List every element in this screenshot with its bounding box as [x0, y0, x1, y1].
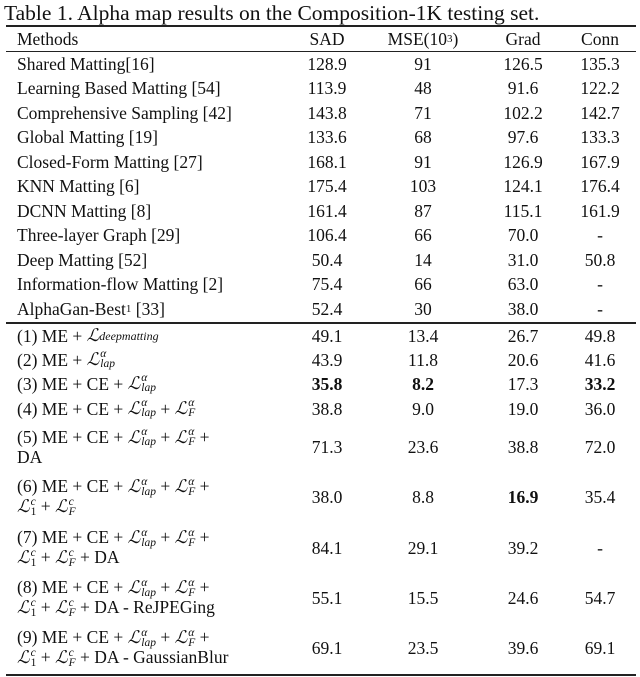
sad-value: 38.8	[311, 398, 343, 419]
method-formula: (1) ME + ℒ deepmatting	[17, 325, 159, 346]
ablation-row	[0, 472, 640, 522]
conn-value: 36.0	[584, 398, 616, 419]
mse-value: 87	[414, 200, 432, 221]
sad-value: 35.8	[311, 373, 343, 394]
conn-value: 122.2	[580, 78, 620, 99]
grad-value: 63.0	[507, 274, 539, 295]
table-row	[0, 101, 640, 126]
conn-value: 176.4	[580, 176, 620, 197]
mse-value: 14	[414, 249, 432, 270]
conn-value: 69.1	[584, 637, 616, 658]
mse-value: 71	[414, 102, 432, 123]
method-formula: (4) ME + CE + ℒ α lap + ℒ α F	[17, 397, 196, 419]
ablation-row	[0, 348, 640, 372]
table-row	[0, 175, 640, 200]
table-row	[0, 199, 640, 224]
grad-value: 20.6	[507, 349, 539, 370]
sad-value: 133.6	[307, 127, 347, 148]
ablation-row	[0, 396, 640, 422]
mse-value: 11.8	[408, 349, 438, 370]
header-methods: Methods	[17, 28, 79, 49]
method-name: Global Matting [19]	[17, 127, 158, 148]
method-formula: (5) ME + CE + ℒ α lap + ℒ α F + DA	[17, 426, 214, 467]
method-name: Shared Matting[16]	[17, 53, 155, 74]
table-row	[0, 297, 640, 322]
conn-value: 35.4	[584, 486, 616, 507]
mse-value: 68	[414, 127, 432, 148]
mse-value: 23.5	[407, 637, 439, 658]
table-row	[0, 150, 640, 175]
ablation-row	[0, 324, 640, 348]
mse-value: 103	[409, 176, 437, 197]
grad-value: 39.2	[507, 537, 539, 558]
method-name: AlphaGan-Best 1 [33]	[17, 298, 165, 319]
sad-value: 38.0	[311, 486, 343, 507]
method-name: Learning Based Matting [54]	[17, 78, 221, 99]
header-grad: Grad	[505, 28, 541, 49]
sad-value: 143.8	[307, 102, 347, 123]
bottom-rule	[6, 674, 636, 676]
table-row	[0, 126, 640, 151]
ablation-row	[0, 423, 640, 471]
sad-value: 50.4	[311, 249, 343, 270]
sad-value: 168.1	[307, 151, 347, 172]
sad-value: 75.4	[311, 274, 343, 295]
conn-value: 167.9	[580, 151, 620, 172]
grad-value: 39.6	[507, 637, 539, 658]
sad-value: 52.4	[311, 298, 343, 319]
method-formula: (6) ME + CE + ℒ α lap + ℒ α F + ℒ c 1 + ℒ c F	[17, 475, 214, 518]
method-name: DCNN Matting [8]	[17, 200, 152, 221]
grad-value: 31.0	[507, 249, 539, 270]
table-row	[0, 273, 640, 298]
sad-value: 49.1	[311, 325, 343, 346]
method-name: Three-layer Graph [29]	[17, 225, 181, 246]
ablation-row	[0, 623, 640, 673]
method-formula: (8) ME + CE + ℒ α lap + ℒ α F + ℒ c 1 + ℒ c F + DA - ReJPEGing	[17, 576, 215, 619]
grad-value: 26.7	[507, 325, 539, 346]
mse-value: 66	[414, 225, 432, 246]
grad-value: 24.6	[507, 587, 539, 608]
mse-value: 15.5	[407, 587, 439, 608]
grad-value: 70.0	[507, 225, 539, 246]
grad-value: 91.6	[507, 78, 539, 99]
conn-value: 54.7	[584, 587, 616, 608]
grad-value: 126.5	[503, 53, 543, 74]
mse-value: 91	[414, 53, 432, 74]
method-name: Closed-Form Matting [27]	[17, 151, 203, 172]
ablation-row	[0, 573, 640, 623]
mse-value: 66	[414, 274, 432, 295]
grad-value: 102.2	[503, 102, 543, 123]
table-row	[0, 52, 640, 77]
table-row	[0, 224, 640, 249]
table-row	[0, 248, 640, 273]
conn-value: 133.3	[580, 127, 620, 148]
mse-value: 13.4	[407, 325, 439, 346]
grad-value: 115.1	[503, 200, 543, 221]
sad-value: 84.1	[311, 537, 343, 558]
mse-value: 91	[414, 151, 432, 172]
table-header	[0, 27, 640, 51]
conn-value: -	[597, 274, 603, 295]
grad-value: 38.0	[507, 298, 539, 319]
table-caption: Table 1. Alpha map results on the Composition-1K testing set.	[4, 1, 540, 25]
grad-value: 38.8	[507, 436, 539, 457]
conn-value: -	[597, 225, 603, 246]
conn-value: 49.8	[584, 325, 616, 346]
header-sad: SAD	[309, 28, 345, 49]
grad-value: 126.9	[503, 151, 543, 172]
method-formula: (3) ME + CE + ℒ α lap	[17, 372, 156, 394]
grad-value: 17.3	[507, 373, 539, 394]
mse-value: 8.8	[412, 486, 434, 507]
ablation-row	[0, 372, 640, 396]
conn-value: 161.9	[580, 200, 620, 221]
conn-value: 33.2	[584, 373, 616, 394]
mse-value: 30	[414, 298, 432, 319]
ablation-row	[0, 523, 640, 573]
table-row	[0, 77, 640, 102]
conn-value: 50.8	[584, 249, 616, 270]
mse-value: 23.6	[407, 436, 439, 457]
grad-value: 19.0	[507, 398, 539, 419]
grad-value: 124.1	[503, 176, 543, 197]
sad-value: 71.3	[311, 436, 343, 457]
grad-value: 16.9	[507, 486, 539, 507]
method-name: KNN Matting [6]	[17, 176, 140, 197]
header-conn: Conn	[581, 28, 619, 49]
method-formula: (9) ME + CE + ℒ α lap + ℒ α F + ℒ c 1 + ℒ c F + DA - GaussianBlur	[17, 626, 229, 669]
method-formula: (2) ME + ℒ α lap	[17, 348, 115, 370]
mse-value: 48	[414, 78, 432, 99]
sad-value: 175.4	[307, 176, 347, 197]
conn-value: 135.3	[580, 53, 620, 74]
sad-value: 106.4	[307, 225, 347, 246]
mse-value: 9.0	[412, 398, 434, 419]
sad-value: 43.9	[311, 349, 343, 370]
mse-value: 8.2	[412, 373, 434, 394]
sad-value: 128.9	[307, 53, 347, 74]
method-name: Information-flow Matting [2]	[17, 274, 224, 295]
sad-value: 55.1	[311, 587, 343, 608]
conn-value: -	[597, 537, 603, 558]
sad-value: 161.4	[307, 200, 347, 221]
conn-value: 41.6	[584, 349, 616, 370]
method-name: Deep Matting [52]	[17, 249, 148, 270]
conn-value: 72.0	[584, 436, 616, 457]
method-name: Comprehensive Sampling [42]	[17, 102, 232, 123]
sad-value: 113.9	[307, 78, 347, 99]
grad-value: 97.6	[507, 127, 539, 148]
mse-value: 29.1	[407, 537, 439, 558]
sad-value: 69.1	[311, 637, 343, 658]
conn-value: 142.7	[580, 102, 620, 123]
conn-value: -	[597, 298, 603, 319]
header-mse: MSE(10 3 )	[387, 28, 459, 49]
method-formula: (7) ME + CE + ℒ α lap + ℒ α F + ℒ c 1 + ℒ c F + DA	[17, 526, 214, 569]
